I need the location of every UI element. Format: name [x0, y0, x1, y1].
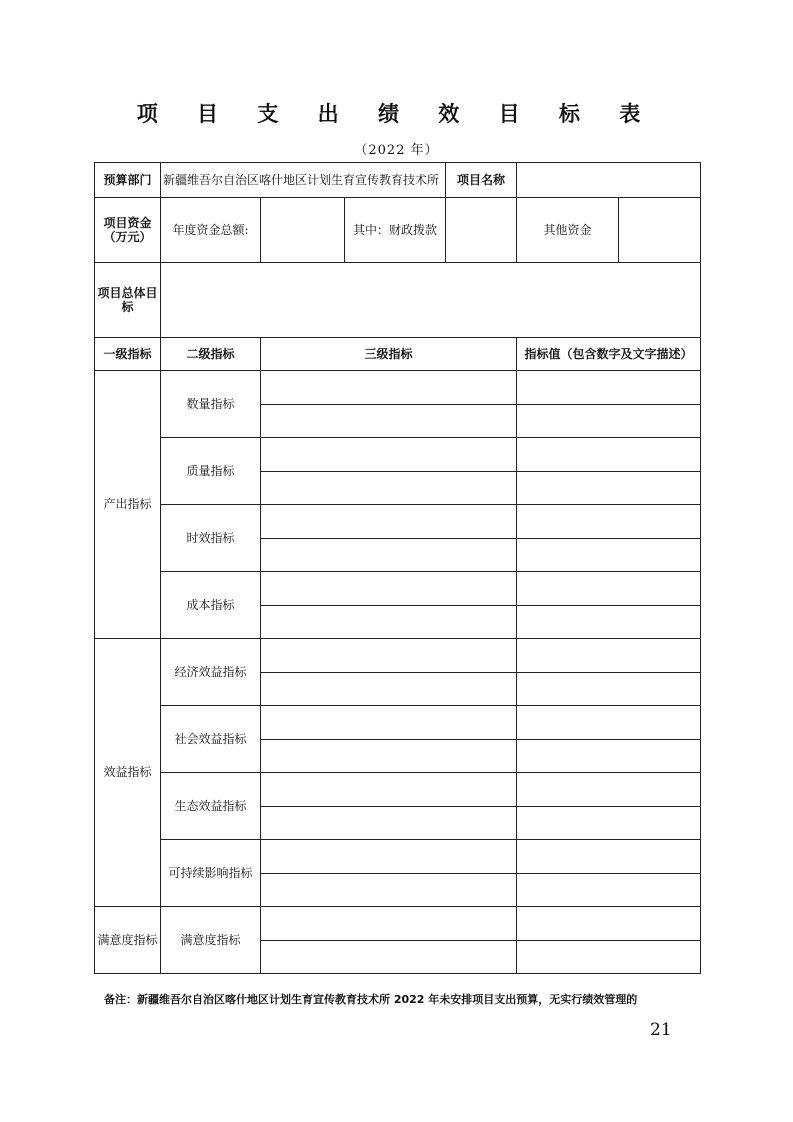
level3-indicator-cell	[261, 404, 517, 438]
indicator-value-cell	[517, 639, 701, 673]
indicator-value-cell	[517, 840, 701, 874]
indicator-value-cell	[517, 672, 701, 706]
indicator-value-cell	[517, 739, 701, 773]
level2-indicator-cell: 时效指标	[161, 505, 261, 572]
other-value	[619, 198, 701, 263]
indicator-value-cell	[517, 773, 701, 807]
indicator-row	[95, 907, 701, 941]
level3-indicator-cell	[261, 806, 517, 840]
level3-indicator-cell	[261, 471, 517, 505]
indicator-row	[95, 840, 701, 874]
project-name-label: 项目名称	[446, 163, 517, 198]
indicator-value-cell	[517, 404, 701, 438]
goal-value	[161, 263, 701, 338]
level3-indicator-cell	[261, 940, 517, 974]
indicator-value-cell	[517, 572, 701, 606]
level3-indicator-cell	[261, 873, 517, 907]
col-level1: 一级指标	[95, 338, 161, 371]
dept-label: 预算部门	[95, 163, 161, 198]
level1-indicator-cell: 效益指标	[95, 639, 161, 907]
level2-indicator-cell: 经济效益指标	[161, 639, 261, 706]
row-dept	[95, 163, 701, 198]
indicator-row	[95, 371, 701, 405]
fiscal-value	[446, 198, 517, 263]
row-funds	[95, 198, 701, 263]
indicator-row	[95, 505, 701, 539]
indicator-value-cell	[517, 706, 701, 740]
indicator-value-cell	[517, 907, 701, 941]
level1-indicator-cell: 满意度指标	[95, 907, 161, 974]
goal-label-line1: 项目总体目	[97, 285, 158, 300]
indicator-value-cell	[517, 940, 701, 974]
indicator-row	[95, 706, 701, 740]
level3-indicator-cell	[261, 840, 517, 874]
indicator-row	[95, 438, 701, 472]
indicator-row	[95, 639, 701, 673]
annual-total-label: 年度资金总额:	[161, 198, 261, 263]
funds-label-line2: （万元）	[103, 230, 152, 244]
performance-target-table	[94, 162, 701, 974]
footnote: 备注：新疆维吾尔自治区喀什地区计划生育宣传教育技术所 2022 年未安排项目支出预算，无实行绩效管理的	[104, 993, 638, 1006]
level3-indicator-cell	[261, 572, 517, 606]
level3-indicator-cell	[261, 672, 517, 706]
year-label: （2022 年）	[354, 143, 439, 158]
goal-label-line2: 标	[121, 300, 134, 314]
other-label: 其他资金	[517, 198, 619, 263]
level2-indicator-cell: 社会效益指标	[161, 706, 261, 773]
level3-indicator-cell	[261, 739, 517, 773]
level3-indicator-cell	[261, 371, 517, 405]
level3-indicator-cell	[261, 505, 517, 539]
level3-indicator-cell	[261, 538, 517, 572]
indicator-value-cell	[517, 471, 701, 505]
level2-indicator-cell: 数量指标	[161, 371, 261, 438]
project-name-value	[517, 163, 701, 198]
level1-indicator-cell: 产出指标	[95, 371, 161, 639]
page-title: 项 目 支 出 绩 效 目 标 表	[136, 102, 657, 126]
level3-indicator-cell	[261, 639, 517, 673]
level3-indicator-cell	[261, 706, 517, 740]
fiscal-label: 其中：财政拨款	[345, 198, 446, 263]
level3-indicator-cell	[261, 907, 517, 941]
indicator-value-cell	[517, 538, 701, 572]
level3-indicator-cell	[261, 773, 517, 807]
level2-indicator-cell: 质量指标	[161, 438, 261, 505]
indicator-value-cell	[517, 873, 701, 907]
goal-label	[95, 263, 161, 338]
col-level2: 二级指标	[161, 338, 261, 371]
indicator-row	[95, 572, 701, 606]
funds-label	[95, 198, 161, 263]
indicator-value-cell	[517, 438, 701, 472]
dept-value: 新疆维吾尔自治区喀什地区计划生育宣传教育技术所	[161, 163, 446, 198]
col-level3: 三级指标	[261, 338, 517, 371]
funds-label-line1: 项目资金	[103, 215, 152, 230]
annual-total-value	[261, 198, 345, 263]
indicator-row	[95, 773, 701, 807]
indicator-value-cell	[517, 605, 701, 639]
row-goal	[95, 263, 701, 338]
page-number: 21	[650, 1020, 672, 1040]
level3-indicator-cell	[261, 605, 517, 639]
indicator-value-cell	[517, 505, 701, 539]
col-value: 指标值（包含数字及文字描述）	[517, 338, 701, 371]
level2-indicator-cell: 成本指标	[161, 572, 261, 639]
indicator-value-cell	[517, 806, 701, 840]
level2-indicator-cell: 生态效益指标	[161, 773, 261, 840]
level2-indicator-cell: 满意度指标	[161, 907, 261, 974]
level3-indicator-cell	[261, 438, 517, 472]
indicator-value-cell	[517, 371, 701, 405]
level2-indicator-cell: 可持续影响指标	[161, 840, 261, 907]
row-column-headers	[95, 338, 701, 371]
